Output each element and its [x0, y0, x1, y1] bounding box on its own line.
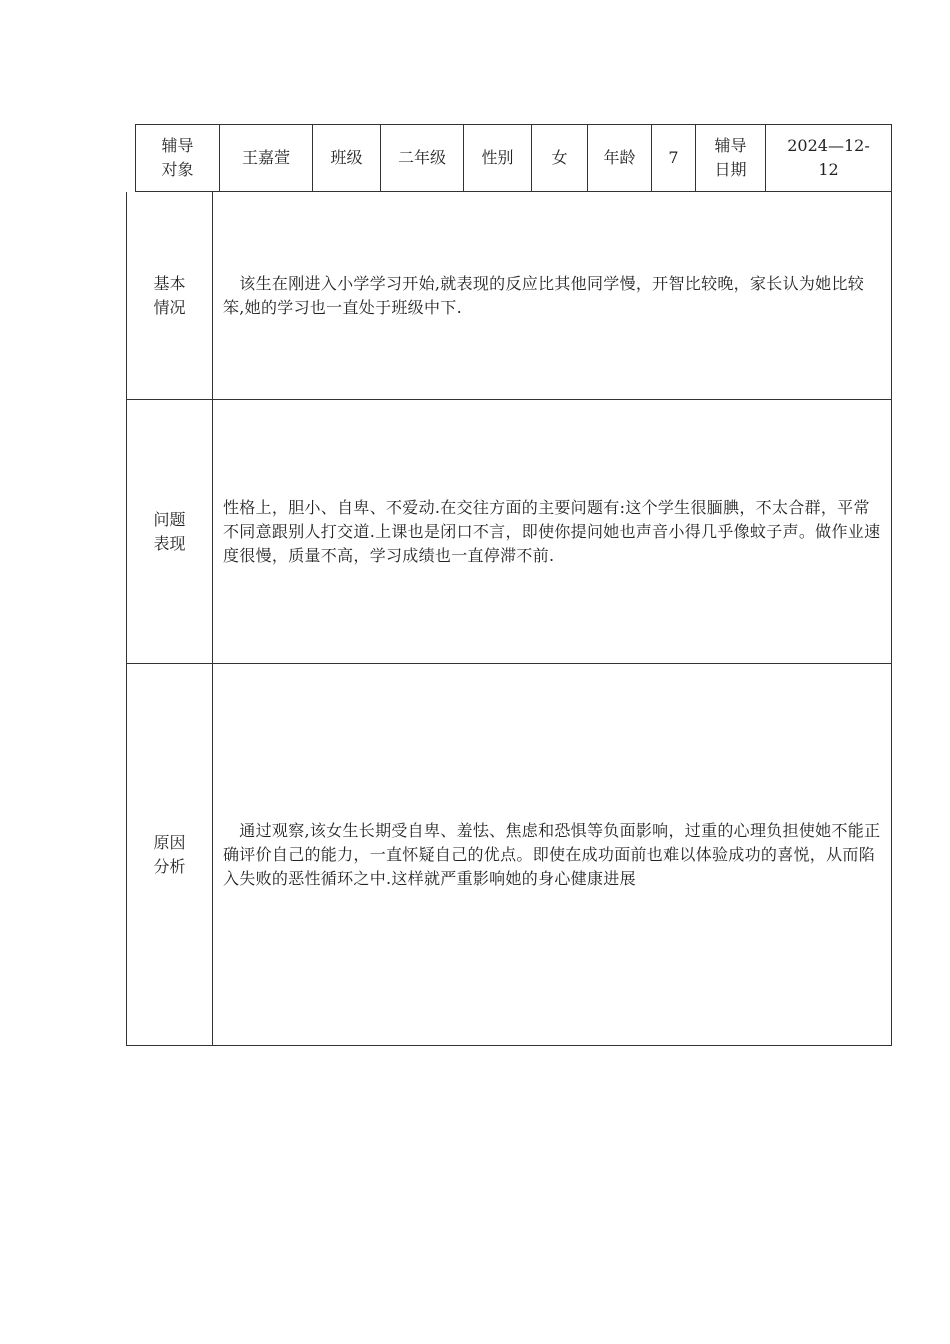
section-text: 通过观察,该女生长期受自卑、羞怯、焦虑和恐惧等负面影响，过重的心理负担使她不能正确评价自己的能力，一直怀疑自己的优点。即使在成功面前也难以体验成功的喜悦，从而陷入失败的恶性循环之中.这样就严重影响她的身心健康进展 [223, 821, 881, 888]
age-value: 7 [652, 125, 696, 191]
label-class: 班级 [313, 125, 381, 191]
label-target: 辅导 对象 [136, 125, 220, 191]
header-row [135, 124, 892, 192]
section-text-cell [213, 192, 891, 399]
label-age: 年龄 [588, 125, 652, 191]
section-label: 原因 分析 [127, 664, 213, 1046]
section-problem [127, 400, 891, 664]
section-text-cell [213, 400, 891, 663]
date-value: 2024—12- 12 [787, 136, 870, 179]
section-text: 性格上，胆小、自卑、不爱动.在交往方面的主要问题有:这个学生很腼腆，不太合群，平常不同意跟别人打交道.上课也是闭口不言，即使你提问她也声音小得几乎像蚊子声。做作业速度很慢，质量不高，学习成绩也一直停滞不前. [223, 497, 881, 565]
class-value: 二年级 [381, 125, 464, 191]
label-gender: 性别 [464, 125, 532, 191]
section-label: 问题 表现 [127, 400, 213, 663]
section-basic [127, 192, 891, 400]
section-label: 基本 情况 [127, 192, 213, 399]
section-cause [127, 664, 891, 1046]
section-text: 该生在刚进入小学学习开始,就表现的反应比其他同学慢，开智比较晚，家长认为她比较笨,她的学习也一直处于班级中下. [223, 273, 865, 317]
label-date: 辅导 日期 [696, 125, 766, 191]
details-table [126, 192, 892, 1046]
student-name: 王嘉萱 [220, 125, 313, 191]
gender-value: 女 [532, 125, 588, 191]
section-text-cell [213, 664, 891, 1046]
